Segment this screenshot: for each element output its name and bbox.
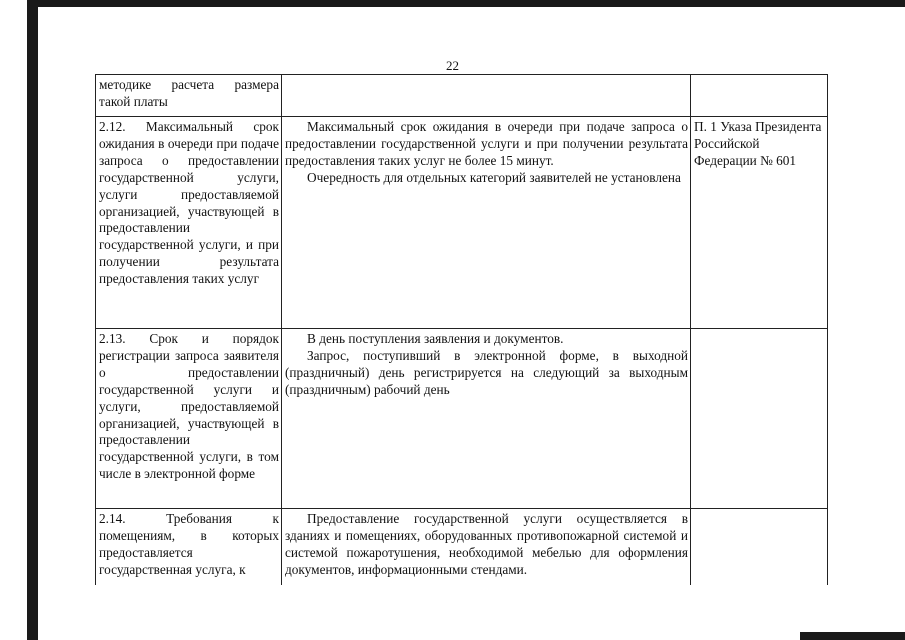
- regulation-table: [95, 74, 828, 585]
- content-paragraph: Очередность для отдельных категорий заявителей не установлена: [307, 169, 681, 185]
- table-row: [96, 329, 828, 509]
- requirement-cell: 2.12. Максимальный срок ожидания в очереди при подаче запроса о предоставлении государственной услуги, услуги предоставляемой организацией, участвующей в предоставлении государственной услуги, и при получении результата предоставления таких услуг: [96, 117, 282, 329]
- content-paragraph: Максимальный срок ожидания в очереди при подаче запроса о предоставлении государственной услуги и при получении результата предоставления таких услуг не более 15 минут.: [285, 119, 688, 168]
- page-number: 22: [446, 58, 459, 73]
- table-row: [96, 75, 828, 117]
- source-cell: [691, 75, 828, 117]
- source-cell: [691, 329, 828, 509]
- source-cell: [691, 509, 828, 586]
- content-cell: [282, 117, 691, 329]
- requirement-cell: 2.14. Требования к помещениям, в которых предоставляется государственная услуга, к: [96, 509, 282, 586]
- requirement-cell: методике расчета размера такой платы: [96, 75, 282, 117]
- requirement-cell: 2.13. Срок и порядок регистрации запроса заявителя о предоставлении государственной услуги и услуги, предоставляемой организацией, участвующей в предоставлении государственной услуги, в том числе в электронной форме: [96, 329, 282, 509]
- content-paragraph: Запрос, поступивший в электронной форме, в выходной (праздничный) день регистрируется на следующий за выходным (праздничным) рабочий день: [285, 347, 688, 397]
- scan-edge-left: [27, 0, 38, 640]
- source-cell: П. 1 Указа Президента Российской Федерации № 601: [691, 117, 828, 329]
- content-cell: [282, 75, 691, 117]
- content-cell: [282, 509, 691, 586]
- content-cell: [282, 329, 691, 509]
- scan-edge-top: [36, 0, 905, 7]
- table-row: [96, 117, 828, 329]
- scan-edge-bottom: [800, 632, 905, 640]
- content-paragraph: В день поступления заявления и документов.: [307, 331, 564, 346]
- content-paragraph: Предоставление государственной услуги осуществляется в зданиях и помещениях, оборудованных противопожарной системой и системой пожаротушения, необходимой мебелью для оформления документов, информационными стендами.: [285, 511, 688, 577]
- table-row: [96, 509, 828, 586]
